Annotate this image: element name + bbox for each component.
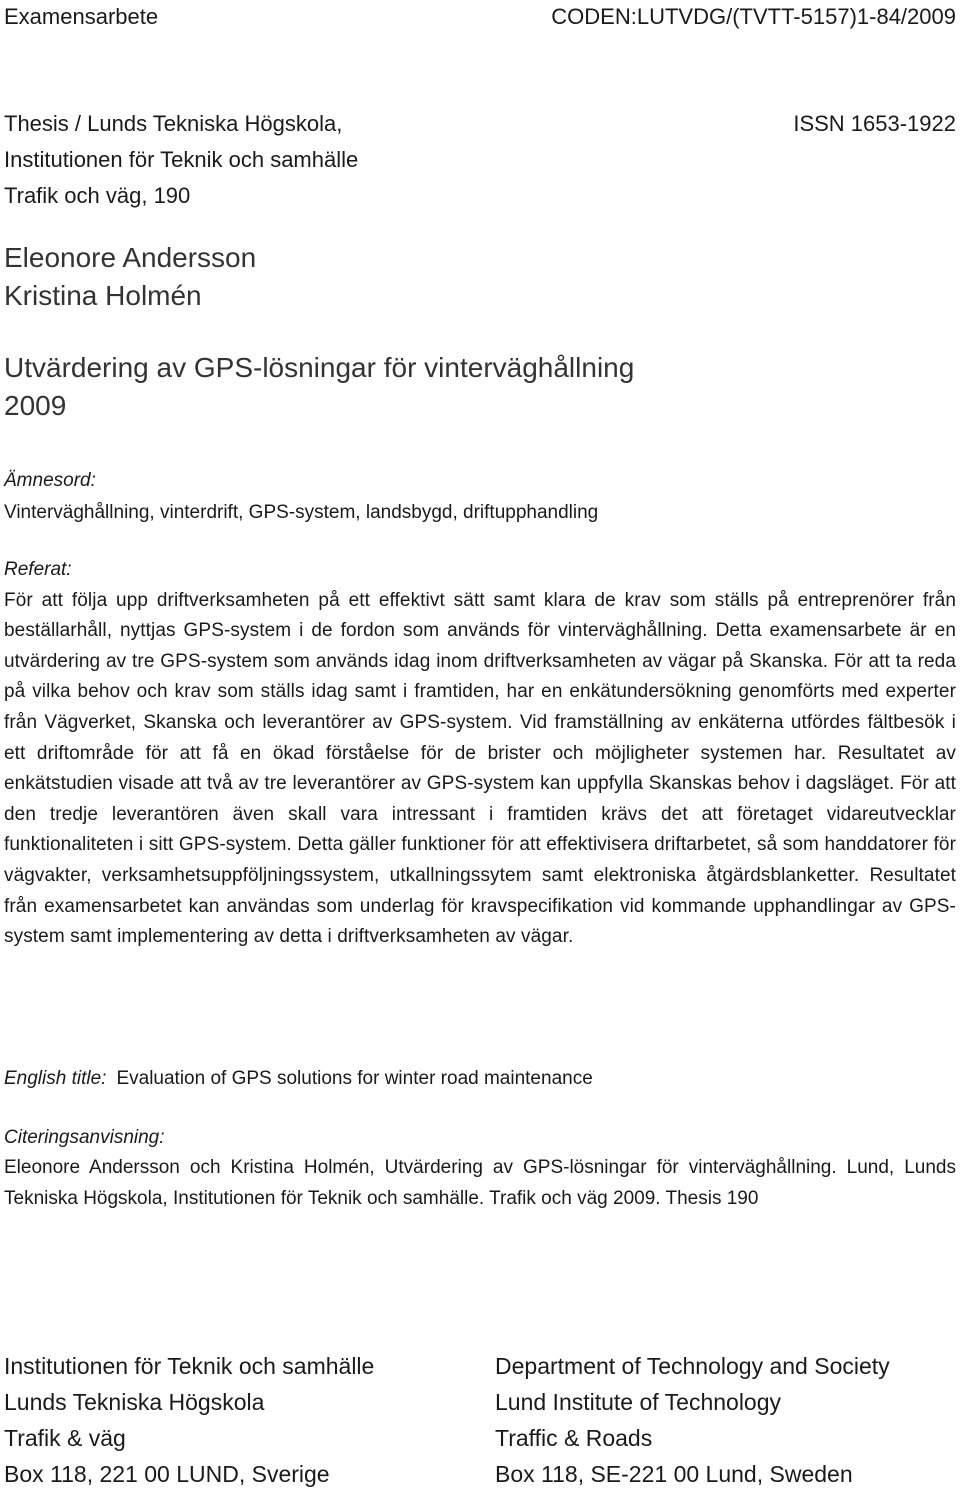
citation-text: Eleonore Andersson och Kristina Holmén, Utvärdering av GPS-lösningar för vinterväghållning. Lund, Lunds Tekniska Högskola, Institutionen för Teknik och samhälle. Trafik och väg 2009. Thesis 190 — [4, 1157, 956, 1209]
thesis-info — [4, 106, 956, 214]
thesis-department-number: Trafik och väg, 190 — [4, 183, 191, 208]
footer-line: Lunds Tekniska Högskola — [4, 1389, 265, 1415]
footer-line: Traffic & Roads — [495, 1425, 653, 1451]
abstract-section — [4, 555, 956, 953]
abstract-text: För att följa upp driftverksamheten på ett effektivt sätt samt klara de krav som ställs på entreprenörer från beställarhåll, nyttjas GPS-system i de fordon som används för vinterväghållning. Detta examensarbete är en utvärdering av tre GPS-system som används idag inom driftverksamheten av vägar på Skanska. För att ta reda på vilka behov och krav som ställs idag samt i framtiden, har en enkätundersökning genomförts med experter från Vägverket, Skanska och leverantörer av GPS-system. Vid framställning av enkäterna utfördes fältbesök i ett driftområde för att få en ökad förståelse för de brister och möjligheter systemen har. Resultatet av enkätstudien visade att två av tre leverantörer av GPS-system kan uppfylla Skanskas behov i dagsläget. För att den tredje leverantören även skall vara intressant i framtiden krävs det att företaget vidareutvecklar funktionaliteten i sitt GPS-system. Detta gäller funktioner för att effektivisera driftarbetet, så som handdatorer för vägvakter, verksamhetsuppföljningssystem, utkallningssytem samt elektroniska åtgärdsblanketter. Resultatet från examensarbetet kan användas som underlag för kravspecifikation vid kommande upphandlingar av GPS-system samt implementering av detta i driftverksamheten av vägar. — [4, 589, 956, 948]
abstract-label: Referat: — [4, 559, 72, 580]
document-title — [4, 349, 956, 425]
header-coden: CODEN:LUTVDG/(TVTT-5157)1-84/2009 — [551, 4, 956, 29]
title-year: 2009 — [4, 390, 67, 421]
citation-label: Citeringsanvisning: — [4, 1127, 165, 1148]
thesis-institution: Institutionen för Teknik och samhälle — [4, 147, 359, 172]
footer-address-swedish — [4, 1348, 495, 1492]
footer-line: Department of Technology and Society — [495, 1353, 890, 1379]
author-name: Eleonore Andersson — [4, 242, 257, 273]
keywords-label: Ämnesord: — [4, 470, 96, 491]
english-title-label: English title: — [4, 1068, 107, 1089]
footer-line: Institutionen för Teknik och samhälle — [4, 1353, 375, 1379]
issn-number: ISSN 1653-1922 — [793, 111, 956, 136]
english-title-value: Evaluation of GPS solutions for winter road maintenance — [116, 1068, 593, 1089]
header-document-type: Examensarbete — [4, 4, 159, 29]
thesis-series: Thesis / Lunds Tekniska Högskola, — [4, 111, 343, 136]
footer-line: Lund Institute of Technology — [495, 1389, 782, 1415]
footer-line: Trafik & väg — [4, 1425, 126, 1451]
page-footer — [4, 1348, 956, 1492]
author-list — [4, 239, 956, 315]
title-main: Utvärdering av GPS-lösningar för vinterväghållning — [4, 352, 635, 383]
keywords-section — [4, 465, 956, 529]
footer-line: Box 118, SE-221 00 Lund, Sweden — [495, 1461, 853, 1487]
english-title-section — [4, 1064, 956, 1094]
page-header — [4, 2, 956, 32]
citation-section — [4, 1123, 956, 1214]
keywords-value: Vinterväghållning, vinterdrift, GPS-system, landsbygd, driftupphandling — [4, 502, 599, 523]
footer-line: Box 118, 221 00 LUND, Sverige — [4, 1461, 330, 1487]
author-name: Kristina Holmén — [4, 280, 202, 311]
footer-address-english — [495, 1348, 956, 1492]
